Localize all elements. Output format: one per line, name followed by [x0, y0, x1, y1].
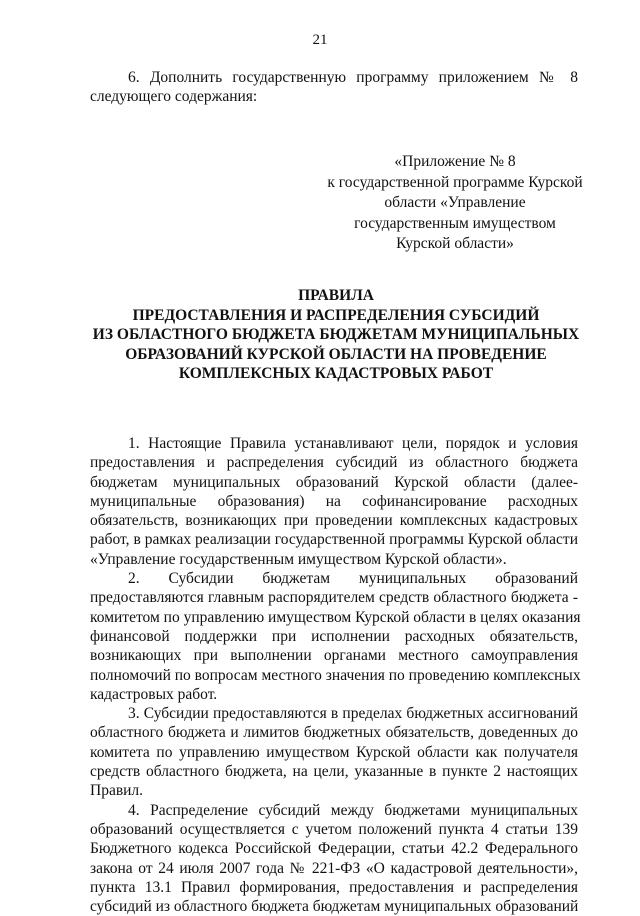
paragraph-line: кадастровых работ. [90, 685, 218, 703]
paragraph-line: Бюджетного кодекса Российской Федерации, статьи 42.2 Федерального [90, 840, 578, 858]
paragraph-line: муниципальные образования) на софинансирование расходных [90, 492, 578, 510]
paragraph-line: закона от 24 июля 2007 года № 221-ФЗ «О кадастровой деятельности», [90, 859, 578, 877]
title-line: ОБРАЗОВАНИЙ КУРСКОЙ ОБЛАСТИ НА ПРОВЕДЕНИЕ [125, 345, 547, 363]
annex-line: области «Управление [384, 194, 526, 211]
paragraph-line: работ, в рамках реализации государственной программы Курской области [90, 531, 578, 549]
annex-line: государственным имуществом [354, 214, 556, 232]
paragraph-line: полномочий по вопросам местного значения по проведению комплексных [90, 666, 581, 684]
paragraph-line: субсидий из областного бюджета бюджетам муниципальных образований [90, 898, 579, 916]
title-line: ПРАВИЛА [298, 287, 374, 304]
intro-line: 6. Дополнить государственную программу приложением № 8 [128, 69, 578, 86]
paragraph-line: возникающих при выполнении органами местного самоуправления [90, 647, 578, 665]
annex-line: Курской области» [396, 235, 514, 252]
annex-line: к государственной программе Курской [327, 173, 583, 191]
paragraph-3 [90, 704, 578, 800]
paragraph-line: обязательств, возникающих при проведении комплексных кадастровых [90, 512, 578, 530]
annex-line: «Приложение № 8 [394, 153, 516, 170]
annex-header [305, 152, 605, 255]
paragraph-line: 4. Распределение субсидий между бюджетами муниципальных [128, 801, 578, 819]
paragraph-line: предоставляются главным распорядителем средств областного бюджета - [90, 589, 578, 607]
paragraph-2 [90, 569, 581, 704]
document-body [90, 434, 581, 916]
paragraph-line: 2. Субсидии бюджетам муниципальных образований [128, 570, 578, 588]
title-line: ПРЕДОСТАВЛЕНИЯ И РАСПРЕДЕЛЕНИЯ СУБСИДИЙ [132, 306, 540, 324]
paragraph-line: финансовой поддержки при исполнении расходных обязательств, [90, 627, 578, 645]
paragraph-line: комитетом по управлению имуществом Курской области в целях оказания [90, 608, 581, 626]
intro-paragraph [90, 68, 578, 106]
paragraph-line: Правил. [90, 782, 144, 800]
title-line: ИЗ ОБЛАСТНОГО БЮДЖЕТА БЮДЖЕТАМ МУНИЦИПАЛЬНЫХ [92, 326, 580, 343]
paragraph-line: средств областного бюджета, на цели, указанные в пункте 2 настоящих [90, 763, 578, 781]
paragraph-line: 3. Субсидии предоставляются в пределах бюджетных ассигнований [128, 705, 578, 723]
paragraph-line: образований осуществляется с учетом положений пункта 4 статьи 139 [90, 820, 578, 838]
paragraph-line: «Управление государственным имуществом Курской области». [90, 550, 507, 568]
page-number: 21 [312, 32, 328, 48]
paragraph-line: комитета по управлению имуществом Курской области как получателя [90, 743, 578, 761]
paragraph-1 [90, 434, 578, 569]
paragraph-line: 1. Настоящие Правила устанавливают цели, порядок и условия [128, 435, 578, 452]
paragraph-line: пункта 13.1 Правил формирования, предоставления и распределения [90, 878, 578, 896]
paragraph-line: бюджетам муниципальных образований Курской области (далее- [90, 473, 578, 491]
paragraph-line: предоставления и распределения субсидий из областного бюджета [90, 454, 578, 472]
intro-line: следующего содержания: [90, 88, 258, 105]
paragraph-4 [90, 801, 578, 916]
title-line: КОМПЛЕКСНЫХ КАДАСТРОВЫХ РАБОТ [178, 365, 494, 382]
document-title [60, 286, 612, 384]
paragraph-line: областного бюджета и лимитов бюджетных обязательств, доведенных до [90, 724, 578, 742]
